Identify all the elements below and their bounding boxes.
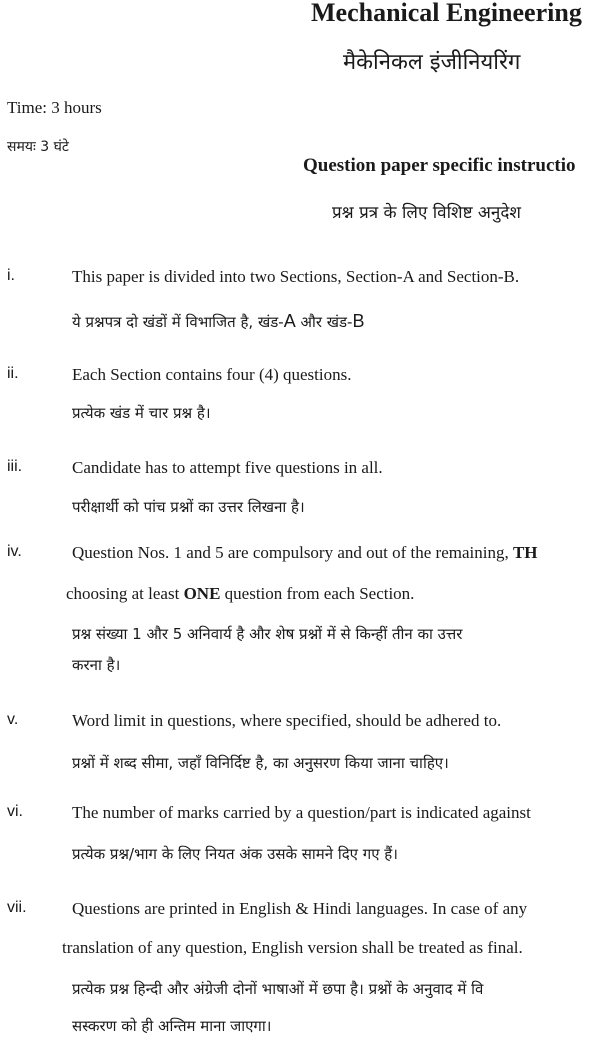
time-label-hindi: समयः 3 घंटे — [7, 139, 69, 155]
instruction-text-hindi: प्रश्न संख्या 1 और 5 अनिवार्य है और शेष प्रश्नों में से किन्हीं तीन का उत्तर — [72, 625, 463, 643]
instruction-text-hindi: सस्करण को ही अन्तिम माना जाएगा। — [72, 1017, 272, 1035]
item-number: ii. — [7, 365, 19, 382]
instruction-text: Each Section contains four (4) questions. — [72, 365, 352, 384]
item-number: vi. — [7, 803, 23, 820]
item-number: vii. — [7, 899, 27, 916]
instructions-heading-hindi: प्रश्न प्रत्र के लिए विशिष्ट अनुदेश — [332, 203, 521, 223]
instruction-text: Word limit in questions, where specified, should be adhered to. — [72, 711, 502, 730]
instruction-text: Question Nos. 1 and 5 are compulsory and out of the remaining, TH — [72, 543, 538, 562]
instruction-text-hindi: प्रत्येक प्रश्न/भाग के लिए नियत अंक उसके सामने दिए गए हैं। — [72, 845, 398, 863]
instruction-text-hindi: प्रश्नों में शब्द सीमा, जहाँ विनिर्दिष्ट है, का अनुसरण किया जाना चाहिए। — [72, 754, 449, 772]
item-number: iii. — [7, 458, 23, 475]
instruction-text: Questions are printed in English & Hindi languages. In case of any — [72, 899, 528, 918]
item-number: v. — [7, 711, 19, 728]
instructions-heading: Question paper specific instructio — [303, 155, 576, 176]
instruction-text-hindi: करना है। — [72, 656, 121, 674]
item-number: i. — [7, 267, 15, 284]
instruction-text: translation of any question, English version shall be treated as final. — [62, 938, 523, 957]
page-title: Mechanical Engineering — [311, 0, 582, 27]
item-number: iv. — [7, 543, 22, 560]
instruction-text-hindi: प्रत्येक प्रश्न हिन्दी और अंग्रेजी दोनों भाषाओं में छपा है। प्रश्नों के अनुवाद में वि — [72, 980, 484, 998]
instruction-text: The number of marks carried by a question/part is indicated against — [72, 803, 531, 822]
instruction-text-hindi: परीक्षार्थी को पांच प्रश्नों का उत्तर लिखना है। — [72, 498, 305, 516]
instruction-text: Candidate has to attempt five questions in all. — [72, 458, 383, 477]
instruction-text-hindi: प्रत्येक खंड में चार प्रश्न है। — [72, 404, 211, 422]
instruction-text: This paper is divided into two Sections, Section-A and Section-B. — [72, 267, 520, 286]
page-title-hindi: मैकेनिकल इंजीनियरिंग — [343, 50, 521, 75]
instruction-text-hindi: ये प्रश्नपत्र दो खंडों में विभाजित है, खंड-A और खंड-B — [72, 311, 365, 331]
time-label: Time: 3 hours — [7, 98, 102, 117]
instruction-text: choosing at least ONE question from each Section. — [66, 584, 415, 603]
